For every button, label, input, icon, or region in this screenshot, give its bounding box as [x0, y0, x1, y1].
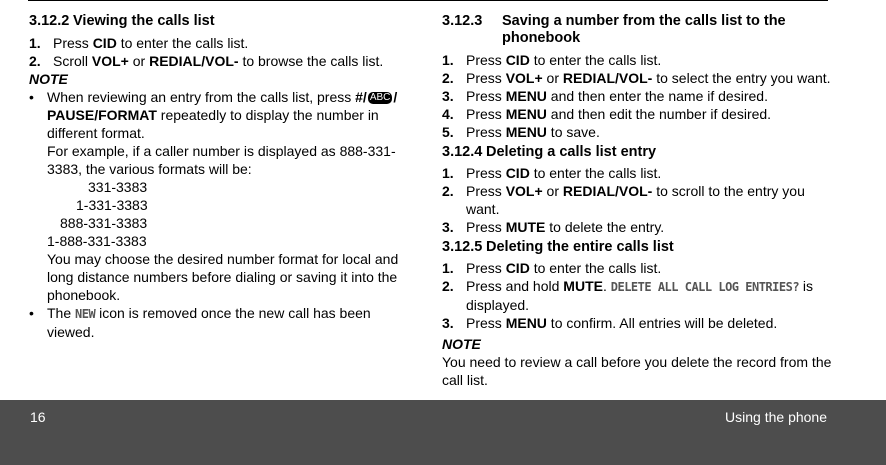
section-heading-3-12-2: 3.12.2 Viewing the calls list	[29, 13, 215, 29]
list-item: • When reviewing an entry from the calls list, press #/ ABC / PAUSE/FORMAT repeatedly to display the number in different format. For example, if a caller number is displayed as 888-331-3383, the various formats will be: 331-3383 1-331-3383 888-331-3383 1-888-331-3383 You may choose the desired number format for local and long distance numbers before dialing or saving it into the phonebook.	[29, 88, 414, 304]
note-text: You need to review a call before you delete the record from the call list.	[442, 354, 832, 388]
note-label: NOTE	[29, 71, 68, 87]
list-item: 3. Press MUTE to delete the entry.	[442, 219, 665, 235]
right-column	[442, 13, 834, 389]
section-heading-3-12-3: 3.12.3 Saving a number from the calls list to the phonebook	[442, 13, 786, 46]
left-column	[29, 13, 414, 341]
list-item: 3. Press MENU and then enter the name if desired.	[442, 88, 768, 104]
note-label: NOTE	[442, 336, 481, 352]
list-item: 2. Press VOL+ or REDIAL/VOL- to scroll to the entry you want.	[442, 183, 805, 217]
list-item: 1. Press CID to enter the calls list.	[442, 52, 662, 68]
list-item: 3. Press MENU to confirm. All entries will be deleted.	[442, 315, 778, 331]
page-footer	[0, 400, 886, 465]
format-list: 331-3383 1-331-3383 888-331-3383 1-888-331-3383	[47, 179, 148, 249]
page-number: 16	[30, 409, 46, 425]
list-item: 5. Press MENU to save.	[442, 124, 600, 140]
section-heading-3-12-4: 3.12.4 Deleting a calls list entry	[442, 144, 657, 160]
abc-key-icon: ABC	[369, 92, 391, 104]
lcd-prompt: DELETE ALL CALL LOG ENTRIES?	[610, 280, 800, 294]
top-rule	[28, 0, 828, 1]
section-heading-3-12-5: 3.12.5 Deleting the entire calls list	[442, 239, 674, 255]
list-item: 2. Press VOL+ or REDIAL/VOL- to select the entry you want.	[442, 70, 831, 86]
list-item: 1. Press CID to enter the calls list.	[29, 35, 249, 51]
new-icon: NEW	[75, 307, 96, 321]
list-item: 2. Press and hold MUTE. DELETE ALL CALL LOG ENTRIES? is displayed.	[442, 278, 814, 313]
list-item: 4. Press MENU and then edit the number if desired.	[442, 106, 772, 122]
chapter-title: Using the phone	[725, 409, 827, 425]
list-item: • The NEW icon is removed once the new call has been viewed.	[29, 305, 371, 340]
list-item: 2. Scroll VOL+ or REDIAL/VOL- to browse the calls list.	[29, 53, 384, 69]
list-item: 1. Press CID to enter the calls list.	[442, 260, 662, 276]
list-item: 1. Press CID to enter the calls list.	[442, 165, 662, 181]
